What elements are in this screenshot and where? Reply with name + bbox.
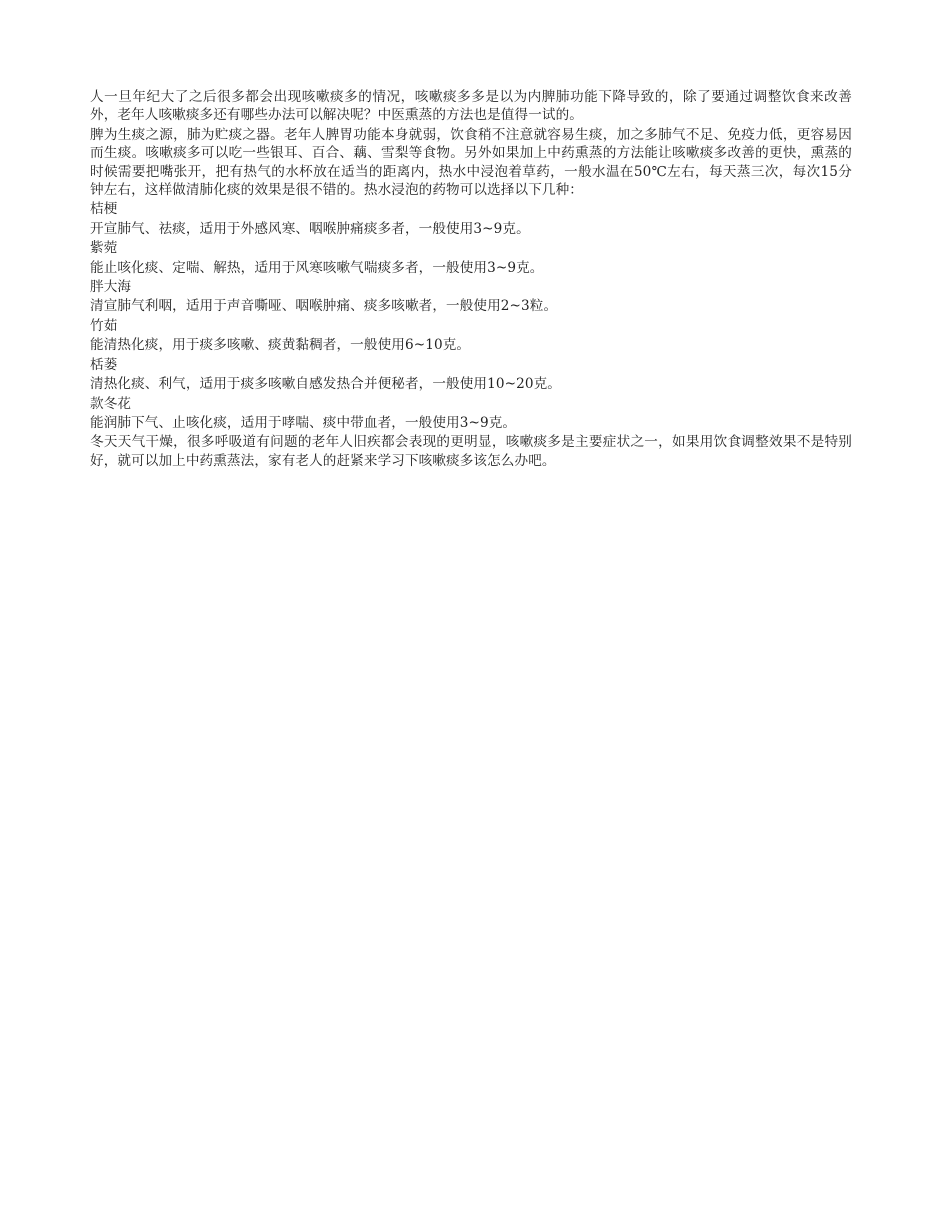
herb-name-ziwan: 紫菀 (90, 240, 118, 257)
herb-name-pangdahai: 胖大海 (90, 279, 132, 296)
herb-name-jiegeng: 桔梗 (90, 201, 118, 218)
closing-paragraph: 冬天天气干燥，很多呼吸道有问题的老年人旧疾都会表现的更明显，咳嗽痰多是主要症状之一，如果用饮食调整效果不是特别好，就可以加上中药熏蒸法，家有老人的赶紧来学习下咳嗽痰多该怎么办吧。 (90, 434, 852, 469)
herb-name-kuandonghua: 款冬花 (90, 395, 132, 412)
intro-paragraph: 人一旦年纪大了之后很多都会出现咳嗽痰多的情况，咳嗽痰多多是以为内脾肺功能下降导致的，除了要通过调整饮食来改善外，老年人咳嗽痰多还有哪些办法可以解决呢？中医熏蒸的方法也是值得一试的。 (90, 89, 852, 124)
article-body (90, 88, 852, 471)
herb-desc-kuandonghua: 能润肺下气、止咳化痰，适用于哮喘、痰中带血者，一般使用3~9克。 (90, 414, 517, 431)
herb-name-zhuru: 竹茹 (90, 317, 118, 334)
herb-desc-zhuru: 能清热化痰，用于痰多咳嗽、痰黄黏稠者，一般使用6~10克。 (90, 337, 471, 354)
herb-name-gualou: 栝蒌 (90, 356, 118, 373)
herb-desc-gualou: 清热化痰、利气，适用于痰多咳嗽自感发热合并便秘者，一般使用10~20克。 (90, 376, 561, 393)
body-paragraph: 脾为生痰之源，肺为贮痰之器。老年人脾胃功能本身就弱，饮食稍不注意就容易生痰，加之多肺气不足、免疫力低，更容易因而生痰。咳嗽痰多可以吃一些银耳、百合、藕、雪梨等食物。另外如果加上中药熏蒸的方法能让咳嗽痰多改善的更快，熏蒸的时候需要把嘴张开，把有热气的水杯放在适当的距离内，热水中浸泡着草药，一般水温在50℃左右，每天蒸三次，每次15分钟左右，这样做清肺化痰的效果是很不错的。热水浸泡的药物可以选择以下几种： (90, 126, 852, 199)
herb-desc-ziwan: 能止咳化痰、定喘、解热，适用于风寒咳嗽气喘痰多者，一般使用3~9克。 (90, 259, 544, 276)
herb-desc-pangdahai: 清宣肺气利咽，适用于声音嘶哑、咽喉肿痛、痰多咳嗽者，一般使用2~3粒。 (90, 298, 558, 315)
herb-desc-jiegeng: 开宣肺气、祛痰，适用于外感风寒、咽喉肿痛痰多者，一般使用3~9克。 (90, 220, 530, 237)
